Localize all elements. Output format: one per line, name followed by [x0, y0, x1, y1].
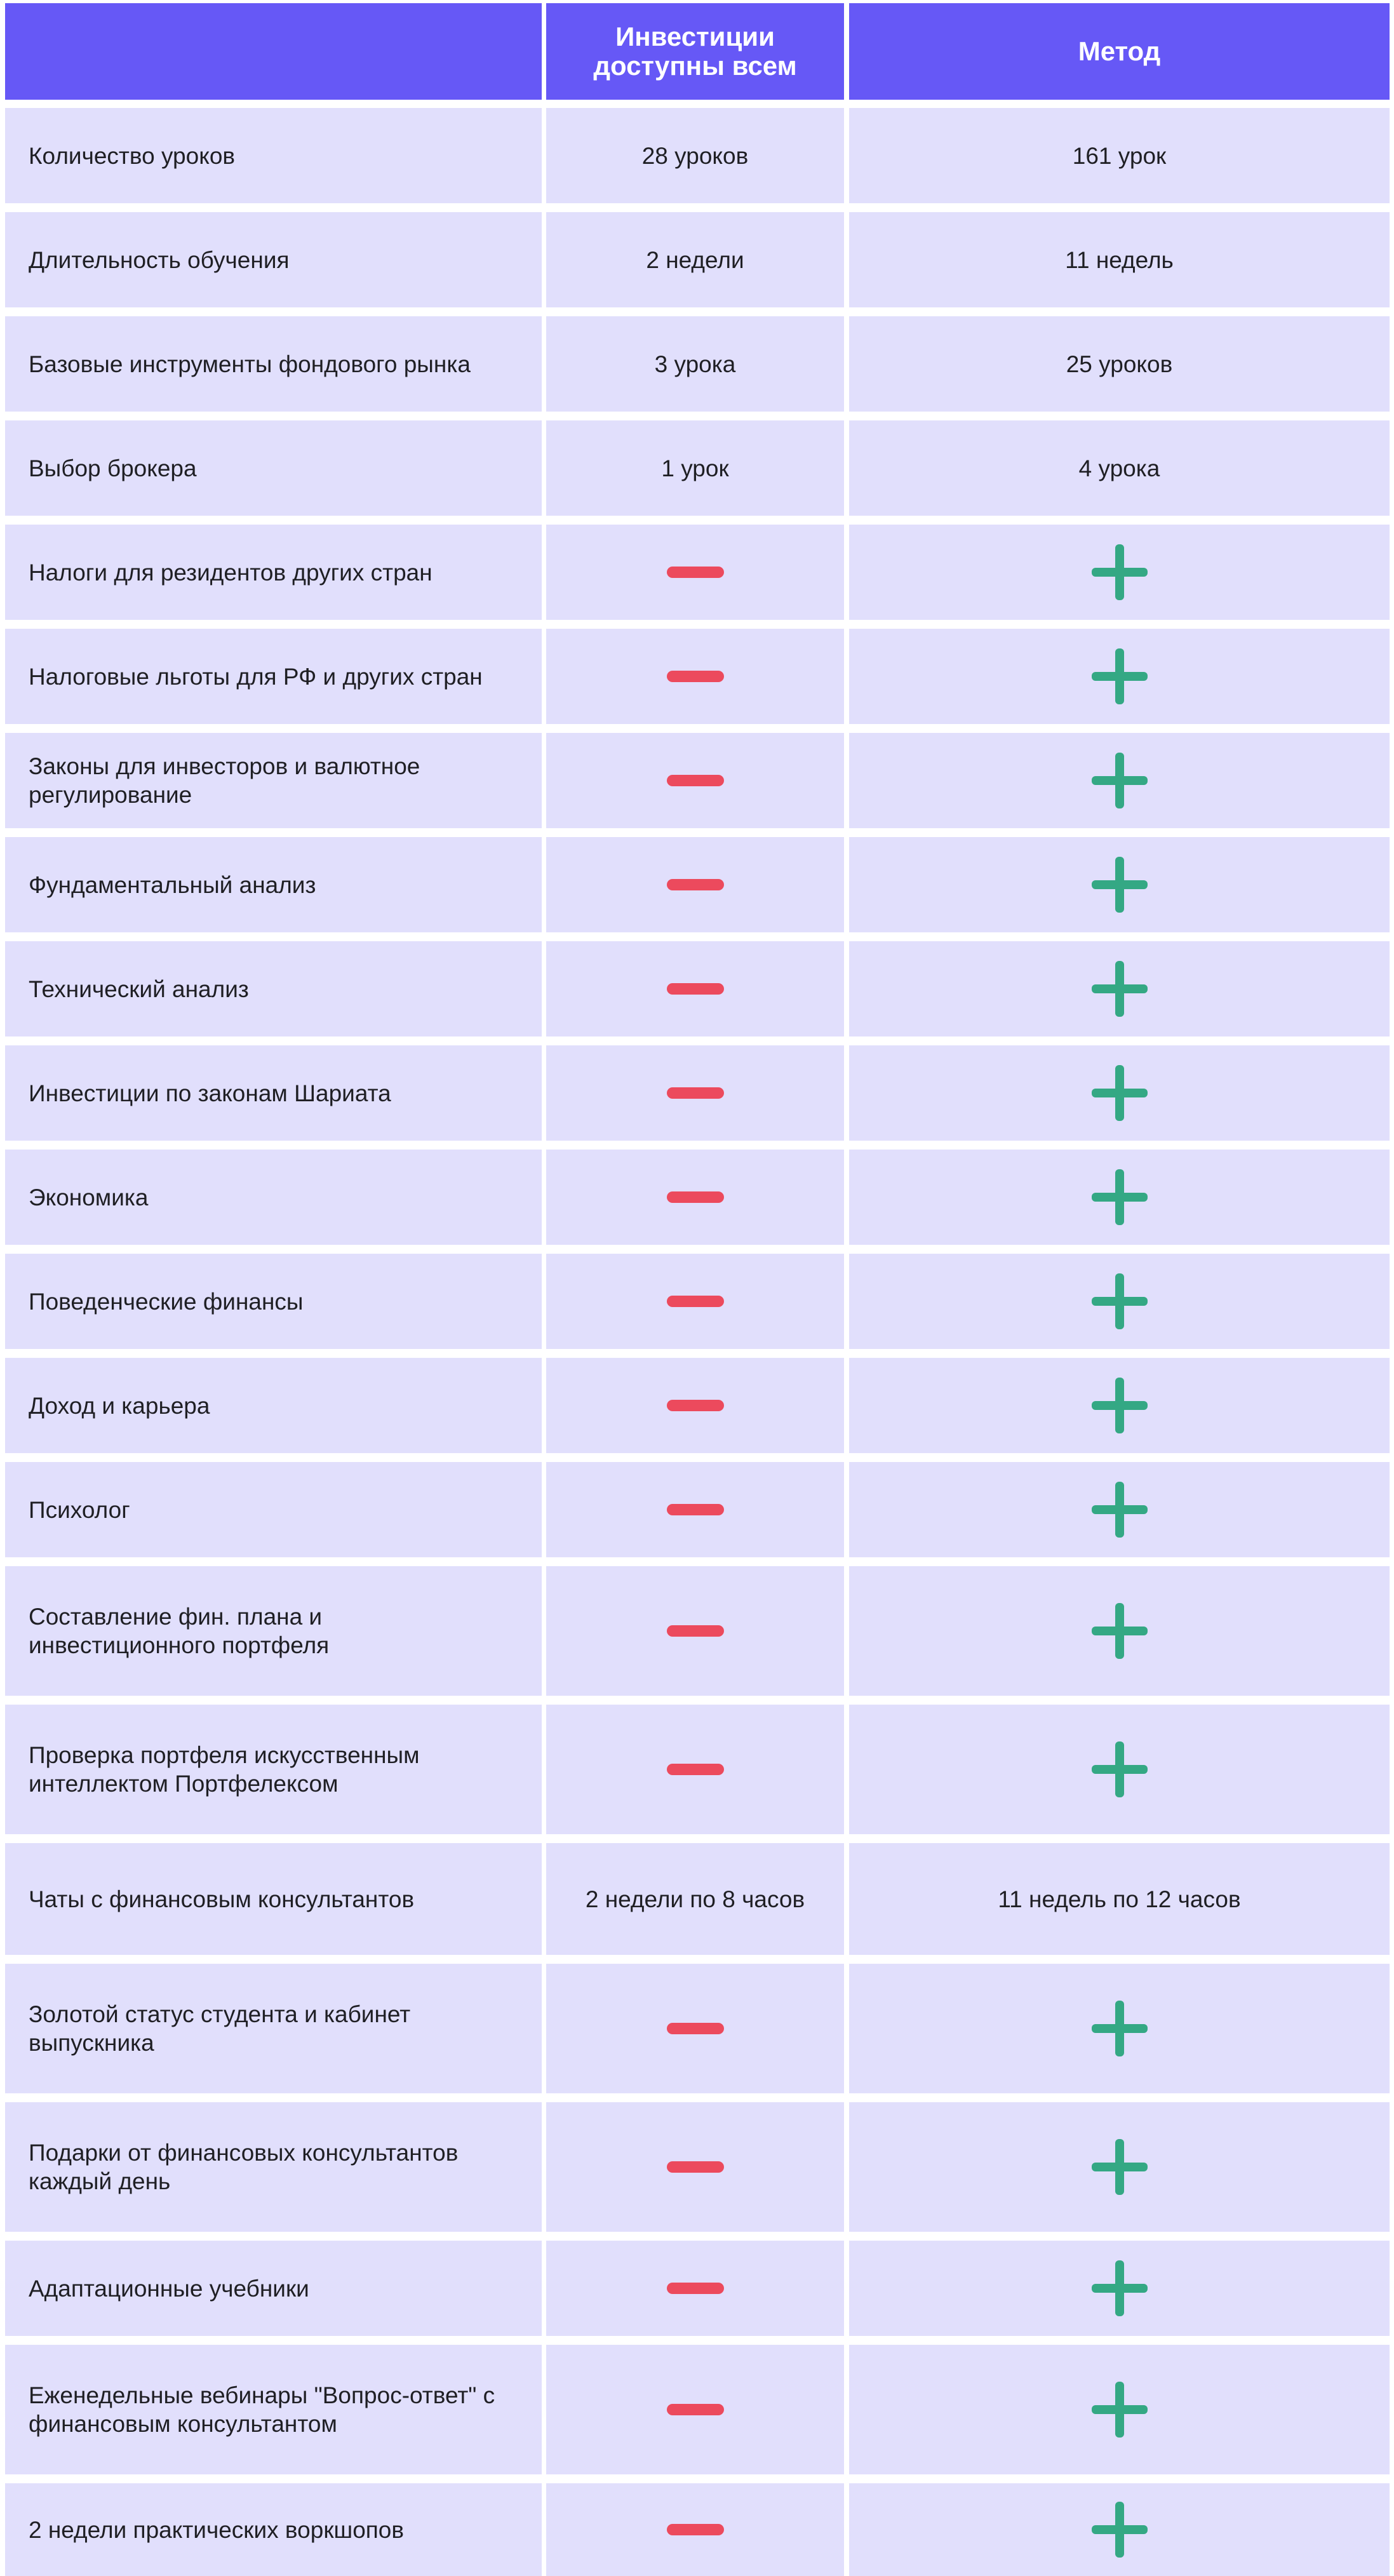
basic-plan-cell [546, 733, 844, 828]
plus-icon [1092, 1603, 1148, 1659]
method-plan-cell [849, 733, 1390, 828]
feature-label: Подарки от финансовых консультантов каждый день [29, 2140, 459, 2194]
plus-icon [1092, 1378, 1148, 1433]
feature-label: Налоговые льготы для РФ и других стран [29, 663, 483, 690]
minus-icon [667, 2283, 724, 2294]
feature-cell [5, 1964, 542, 2093]
method-plan-value: 11 недель по 12 часов [998, 1886, 1241, 1912]
method-plan-cell [849, 1045, 1390, 1141]
feature-label: Количество уроков [29, 142, 236, 169]
minus-icon [667, 2404, 724, 2415]
minus-icon [667, 2524, 724, 2535]
feature-cell [5, 108, 542, 203]
feature-label: Поведенческие финансы [29, 1288, 304, 1315]
basic-plan-value: 28 уроков [641, 142, 749, 169]
feature-label: Еженедельные вебинары "Вопрос-ответ" с финансовым консультантом [29, 2382, 495, 2437]
feature-cell [5, 2483, 542, 2576]
plus-icon [1092, 2001, 1148, 2056]
basic-plan-cell [546, 1705, 844, 1834]
minus-icon [667, 1400, 724, 1411]
feature-label: Инвестиции по законам Шариата [29, 1080, 391, 1106]
minus-icon [667, 879, 724, 890]
feature-label: Фундаментальный анализ [29, 871, 316, 898]
feature-cell [5, 837, 542, 932]
plus-icon [1092, 544, 1148, 600]
plus-icon [1092, 2502, 1148, 2558]
basic-plan-value: 2 недели [646, 246, 744, 273]
method-plan-value: 4 урока [1078, 455, 1160, 481]
header-basic-plan-label: Инвестиции доступны всем [593, 22, 797, 81]
minus-icon [667, 1764, 724, 1775]
plus-icon [1092, 1741, 1148, 1797]
plus-icon [1092, 1169, 1148, 1225]
method-plan-cell [849, 316, 1390, 412]
method-plan-cell [849, 1358, 1390, 1453]
feature-label: Законы для инвесторов и валютное регулирование [29, 753, 420, 808]
plus-icon [1092, 753, 1148, 808]
method-plan-value: 161 урок [1072, 142, 1167, 169]
feature-cell [5, 420, 542, 516]
feature-label: Проверка портфеля искусственным интеллектом Портфелексом [29, 1742, 420, 1797]
minus-icon [667, 2023, 724, 2034]
feature-label: Длительность обучения [29, 246, 290, 273]
basic-plan-cell [546, 941, 844, 1036]
basic-plan-cell [546, 420, 844, 516]
basic-plan-cell [546, 2102, 844, 2232]
method-plan-cell [849, 2241, 1390, 2336]
minus-icon [667, 1191, 724, 1203]
method-plan-cell [849, 1705, 1390, 1834]
minus-icon [667, 1625, 724, 1637]
feature-label: Доход и карьера [29, 1392, 210, 1419]
basic-plan-cell [546, 1566, 844, 1696]
feature-cell [5, 1462, 542, 1557]
feature-label: Составление фин. плана и инвестиционного портфеля [29, 1604, 330, 1658]
basic-plan-cell [546, 1150, 844, 1245]
plus-icon [1092, 2382, 1148, 2438]
method-plan-cell [849, 941, 1390, 1036]
feature-cell [5, 941, 542, 1036]
feature-label: Налоги для резидентов других стран [29, 559, 432, 586]
method-plan-cell [849, 2345, 1390, 2474]
header-method-plan [849, 3, 1390, 100]
basic-plan-value: 2 недели по 8 часов [585, 1886, 805, 1912]
basic-plan-cell [546, 108, 844, 203]
plus-icon [1092, 1065, 1148, 1121]
minus-icon [667, 1296, 724, 1307]
plus-icon [1092, 857, 1148, 913]
basic-plan-cell [546, 525, 844, 620]
feature-label: 2 недели практических воркшопов [29, 2516, 405, 2543]
feature-label: Чаты с финансовым консультантов [29, 1886, 415, 1912]
feature-cell [5, 316, 542, 412]
method-plan-cell [849, 1462, 1390, 1557]
basic-plan-value: 1 урок [661, 455, 729, 481]
method-plan-cell [849, 1843, 1390, 1955]
feature-cell [5, 1045, 542, 1141]
basic-plan-cell [546, 2241, 844, 2336]
method-plan-value: 11 недель [1065, 246, 1174, 273]
method-plan-cell [849, 1254, 1390, 1349]
minus-icon [667, 1087, 724, 1099]
plus-icon [1092, 2139, 1148, 2195]
basic-plan-cell [546, 1358, 844, 1453]
feature-cell [5, 1254, 542, 1349]
basic-plan-cell [546, 629, 844, 724]
basic-plan-cell [546, 2483, 844, 2576]
method-plan-cell [849, 108, 1390, 203]
method-plan-cell [849, 1566, 1390, 1696]
basic-plan-cell [546, 1843, 844, 1955]
plus-icon [1092, 1273, 1148, 1329]
feature-label: Психолог [29, 1496, 130, 1523]
basic-plan-cell [546, 2345, 844, 2474]
basic-plan-cell [546, 837, 844, 932]
plus-icon [1092, 1482, 1148, 1538]
feature-cell [5, 1566, 542, 1696]
feature-label: Золотой статус студента и кабинет выпускника [29, 2001, 411, 2056]
basic-plan-cell [546, 1254, 844, 1349]
feature-cell [5, 525, 542, 620]
basic-plan-cell [546, 1964, 844, 2093]
header-feature-cell [5, 3, 542, 100]
method-plan-cell [849, 1964, 1390, 2093]
minus-icon [667, 671, 724, 682]
method-plan-cell [849, 2483, 1390, 2576]
method-plan-value: 25 уроков [1066, 351, 1173, 377]
feature-cell [5, 629, 542, 724]
method-plan-cell [849, 837, 1390, 932]
minus-icon [667, 775, 724, 786]
minus-icon [667, 2161, 724, 2173]
basic-plan-cell [546, 1462, 844, 1557]
feature-cell [5, 733, 542, 828]
plus-icon [1092, 648, 1148, 704]
feature-label: Базовые инструменты фондового рынка [29, 351, 471, 377]
basic-plan-cell [546, 212, 844, 307]
feature-cell [5, 2102, 542, 2232]
method-plan-cell [849, 1150, 1390, 1245]
feature-cell [5, 212, 542, 307]
minus-icon [667, 1504, 724, 1515]
method-plan-cell [849, 212, 1390, 307]
feature-cell [5, 2241, 542, 2336]
feature-cell [5, 2345, 542, 2474]
minus-icon [667, 567, 724, 578]
feature-label: Выбор брокера [29, 455, 197, 481]
method-plan-cell [849, 2102, 1390, 2232]
feature-cell [5, 1705, 542, 1834]
header-basic-plan [546, 3, 844, 100]
method-plan-cell [849, 420, 1390, 516]
header-method-plan-label: Метод [1078, 36, 1161, 66]
feature-cell [5, 1150, 542, 1245]
minus-icon [667, 983, 724, 995]
method-plan-cell [849, 525, 1390, 620]
feature-label: Технический анализ [29, 976, 249, 1002]
method-plan-cell [849, 629, 1390, 724]
basic-plan-cell [546, 1045, 844, 1141]
feature-cell [5, 1843, 542, 1955]
feature-cell [5, 1358, 542, 1453]
plus-icon [1092, 2260, 1148, 2316]
plus-icon [1092, 961, 1148, 1017]
feature-label: Экономика [29, 1184, 149, 1211]
basic-plan-value: 3 урока [654, 351, 736, 377]
basic-plan-cell [546, 316, 844, 412]
feature-label: Адаптационные учебники [29, 2275, 309, 2302]
